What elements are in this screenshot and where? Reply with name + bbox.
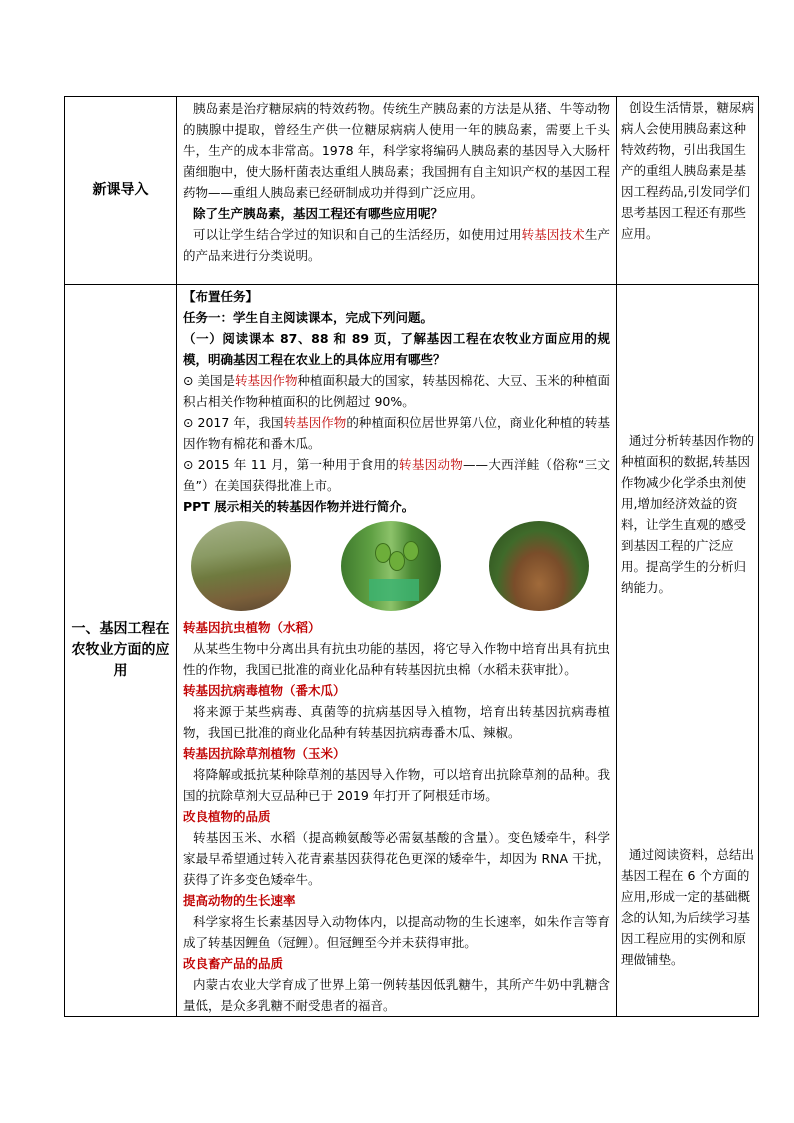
para-plant-quality: 转基因玉米、水稻（提高赖氨酸等必需氨基酸的含量）。变色矮牵牛，科学家最早希望通过转入花青素基因获得花色更深的矮牵牛，却因为 RNA 干扰，获得了许多变色矮牵牛。 [183,830,610,887]
papaya-photo [341,521,441,611]
bullet-china: ⊙ 2017 年，我国转基因作物的种植面积位居世界第八位，商业化种植的转基因作物有棉花和番木瓜。 [183,415,610,451]
row-label-agriculture: 一、基因工程在农牧业方面的应用 [65,285,177,1017]
para-virus-resistant: 将来源于某些病毒、真菌等的抗病基因导入植物，培育出转基因抗病毒植物，我国已批准的商业化品种有转基因抗病毒番木瓜、辣椒。 [183,704,610,740]
para-growth-rate: 科学家将生长素基因导入动物体内，以提高动物的生长速率，如朱作言等育成了转基因鲤鱼（冠鲤）。但冠鲤至今并未获得审批。 [183,914,610,950]
lesson-plan-table [64,96,759,1017]
intro-question: 除了生产胰岛素，基因工程还有哪些应用呢？ [193,206,444,221]
task-one: 任务一：学生自主阅读课本，完成下列问题。 [183,310,434,325]
agriculture-design-notes [617,285,759,1017]
para-insect-resistant: 从某些生物中分离出具有抗虫功能的基因，将它导入作物中培育出具有抗虫性的作物，我国已批准的商业化品种有转基因抗虫棉（水稻未获审批）。 [183,641,610,677]
intro-paragraph: 胰岛素是治疗糖尿病的特效药物。传统生产胰岛素的方法是从猪、牛等动物的胰腺中提取，曾经生产供一位糖尿病病人使用一年的胰岛素，需要上千头牛，生产的成本非常高。1978 年，科学家将编码人胰岛素的基因导入大肠杆菌细胞中，使大肠杆菌表达重组人胰岛素；我国拥有自主知识产权的基因工程药物——重组人胰岛素已经研制成功并得到广泛应用。 [183,101,610,200]
heading-growth-rate: 提高动物的生长速率 [183,893,296,908]
row-label-intro: 新课导入 [65,97,177,285]
heading-livestock-quality: 改良畜产品的品质 [183,956,284,971]
rice-field-photo [191,521,291,611]
heading-insect-resistant: 转基因抗虫植物（水稻） [183,620,321,635]
heading-virus-resistant: 转基因抗病毒植物（番木瓜） [183,683,346,698]
crop-photos [183,521,610,615]
design-note-one: 通过分析转基因作物的种植面积的数据,转基因作物减少化学杀虫剂使用,增加经济效益的资料，让学生直观的感受到基因工程的广泛应用。提高学生的分析归纳能力。 [621,433,755,595]
heading-herbicide-resistant: 转基因抗除草剂植物（玉米） [183,746,346,761]
bullet-usa: ⊙ 美国是转基因作物种植面积最大的国家，转基因棉花、大豆、玉米的种植面积占相关作物种植面积的比例超过 90%。 [183,373,610,409]
ppt-note: PPT 展示相关的转基因作物并进行简介。 [183,499,415,514]
heading-plant-quality: 改良植物的品质 [183,809,271,824]
table-row-intro [65,97,759,285]
design-note-two: 通过阅读资料，总结出基因工程在 6 个方面的应用,形成一定的基础概念的认知,为后续学习基因工程应用的实例和原理做铺垫。 [621,847,755,967]
table-row-agriculture [65,285,759,1017]
corn-field-photo [489,521,589,611]
question-one: （一）阅读课本 87、88 和 89 页，了解基因工程在农牧业方面应用的规模，明确基因工程在农业上的具体应用有哪些？ [183,331,610,367]
intro-hint: 可以让学生结合学过的知识和自己的生活经历，如使用过用转基因技术生产的产品来进行分类说明。 [183,227,610,263]
para-livestock-quality: 内蒙古农业大学育成了世界上第一例转基因低乳糖牛，其所产牛奶中乳糖含量低，是众多乳糖不耐受患者的福音。 [183,977,610,1013]
intro-content [177,97,617,285]
agriculture-content [177,285,617,1017]
bullet-salmon: ⊙ 2015 年 11 月，第一种用于食用的转基因动物——大西洋鲑（俗称“三文鱼”）在美国获得批准上市。 [183,457,610,493]
task-title: 【布置任务】 [183,289,259,304]
para-herbicide-resistant: 将降解或抵抗某种除草剂的基因导入作物，可以培育出抗除草剂的品种。我国的抗除草剂大豆品种已于 2019 年打开了阿根廷市场。 [183,767,610,803]
intro-design-note: 创设生活情景，糖尿病病人会使用胰岛素这种特效药物，引出我国生产的重组人胰岛素是基因工程药品,引发同学们思考基因工程还有那些应用。 [617,97,759,285]
